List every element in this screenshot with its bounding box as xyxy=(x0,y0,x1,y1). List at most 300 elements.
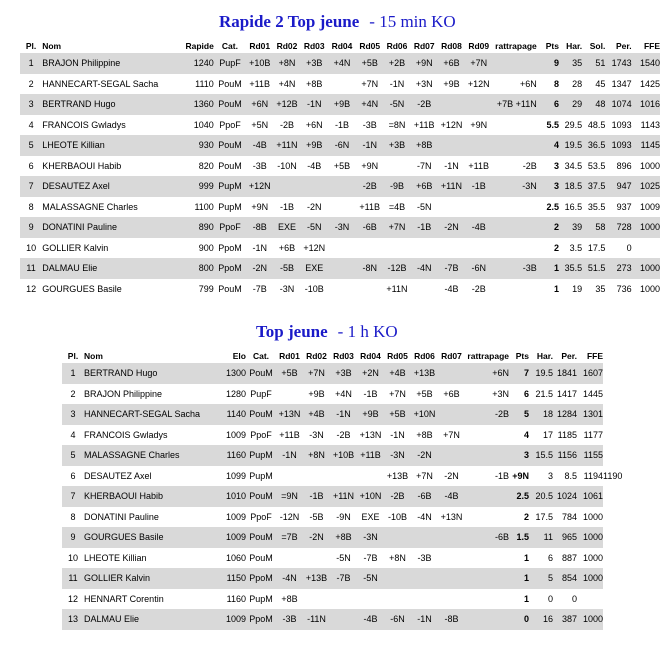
table1-cell-rd09 xyxy=(465,238,492,259)
table1-cell-rd09: +9N xyxy=(470,119,488,130)
table1-cell-rd08: -1N xyxy=(444,160,459,171)
table1-cell-rd01: +6N xyxy=(246,94,273,115)
table1-cell-rd01: -8B xyxy=(246,217,273,238)
table1-cell-harkness: 35 xyxy=(559,53,582,74)
table1-cell-solkoff: 51.5 xyxy=(582,258,605,279)
table2-cell-rattrapage xyxy=(465,568,509,589)
table2-cell-rd04 xyxy=(357,589,384,610)
table2-cell-ffe: 1301 xyxy=(577,404,603,425)
table-row xyxy=(20,197,660,218)
table1-cell-harkness: 3.5 xyxy=(569,242,583,253)
table2-cell-category: PouM xyxy=(246,486,276,507)
table1-header-category: Cat. xyxy=(221,40,238,51)
table1-header-rattrapage: rattrapage xyxy=(495,40,537,51)
table2-cell-rd01: -3B xyxy=(276,609,303,630)
table2-header-points: Pts xyxy=(515,350,529,361)
table1-header-rd04: Rd04 xyxy=(331,40,353,51)
table1-cell-rd07: +11B xyxy=(413,119,435,130)
table2-cell-rd03: -9N xyxy=(336,511,351,522)
table1-cell-rd08: +9B xyxy=(443,78,460,89)
table1-cell-ffe: 1145 xyxy=(632,135,660,156)
table1-cell-name: BRAJON Philippine xyxy=(42,53,177,74)
table1-cell-rd06: +3B xyxy=(383,135,410,156)
table2-cell-harkness: 20.5 xyxy=(529,486,553,507)
table1-cell-rd07 xyxy=(411,279,438,300)
table1-cell-rd07: +6B xyxy=(411,176,438,197)
table2-cell-place: 2 xyxy=(70,388,76,399)
table1-cell-rating: 1040 xyxy=(193,119,214,130)
table1-cell-rd04: +5B xyxy=(333,160,351,171)
table2-cell-name: DALMAU Elie xyxy=(84,609,220,630)
table2-cell-rd02 xyxy=(303,466,330,487)
table1-cell-performance: 1093 xyxy=(611,119,632,130)
table1-cell-points: 1 xyxy=(537,258,559,279)
table2-cell-elo: 1009 xyxy=(225,429,246,440)
table1-cell-rd05: -6B xyxy=(356,217,383,238)
table1-cell-ffe: 1000 xyxy=(632,217,660,238)
table-row xyxy=(62,609,614,630)
table2-cell-points: 7 xyxy=(509,363,529,384)
table1-cell-rd08: +6B xyxy=(438,53,465,74)
table1-cell-rd07: +8B xyxy=(411,135,438,156)
table2-cell-rd01: =7B xyxy=(276,527,303,548)
table2-cell-rd01 xyxy=(276,384,303,405)
table1-header-rd06: Rd06 xyxy=(386,40,408,51)
table1-cell-rd01: -3B xyxy=(252,160,267,171)
table2-cell-rd06: +13B xyxy=(411,363,438,384)
table2-cell-place: 11 xyxy=(62,568,84,589)
table1-cell-place: 11 xyxy=(20,258,42,279)
table1-header-rd07: Rd07 xyxy=(413,40,435,51)
table2-cell-rattrapage xyxy=(465,609,509,630)
table1-cell-solkoff: 53.5 xyxy=(587,160,606,171)
table1-cell-rd02: +6B xyxy=(278,242,296,253)
table1-cell-rd07 xyxy=(411,238,438,259)
table1-cell-points: 2.5 xyxy=(546,201,559,212)
table2-cell-name: LHEOTE Killian xyxy=(84,552,147,563)
table1-cell-performance: 736 xyxy=(616,283,632,294)
table2-cell-rd06: -4N xyxy=(417,511,432,522)
table2-cell-points: 1 xyxy=(523,552,529,563)
table2-cell-performance: 0 xyxy=(571,593,577,604)
table1-cell-rating: 999 xyxy=(177,176,213,197)
table2-cell-elo: 1140 xyxy=(220,404,246,425)
table1-cell-rd07: +3N xyxy=(415,78,433,89)
table2-cell-rd07: +6B xyxy=(443,388,460,399)
table2-cell-rd06 xyxy=(411,589,438,610)
table1-cell-rd01: -7B xyxy=(252,283,267,294)
table1-cell-rd01: +11B xyxy=(249,78,271,89)
table1-cell-place: 1 xyxy=(20,53,42,74)
table2-cell-rd05 xyxy=(384,589,411,610)
table2-cell-rd05: -3N xyxy=(384,445,411,466)
table1-cell-category: PouM xyxy=(214,94,246,115)
table1-cell-points: 3 xyxy=(537,176,559,197)
table2-cell-rattrapage xyxy=(465,445,509,466)
table2-cell-performance: 1185 xyxy=(557,429,577,440)
table1-cell-solkoff: 37.5 xyxy=(582,176,605,197)
table2-cell-rd01: -12N xyxy=(279,511,300,522)
table1-cell-rd06: +2B xyxy=(383,53,410,74)
table2-cell-elo: 1160 xyxy=(220,445,246,466)
table2-cell-rd02: +4B xyxy=(303,404,330,425)
table1-cell-performance: 728 xyxy=(605,217,631,238)
table1-cell-rd05: +4N xyxy=(356,94,383,115)
table2-cell-rd06: +7N xyxy=(416,470,433,481)
table1-cell-rd02: -2B xyxy=(279,119,294,130)
table2-cell-rd04: -5N xyxy=(357,568,384,589)
table-row xyxy=(20,115,660,136)
table-row xyxy=(20,135,660,156)
table2-cell-rd04 xyxy=(357,466,384,487)
table1-cell-place: 3 xyxy=(20,94,42,115)
table-row xyxy=(20,176,660,197)
table1-cell-category: PupM xyxy=(214,176,246,197)
table2-cell-rattrapage: -1B xyxy=(494,470,509,481)
table2-cell-category: PpoF xyxy=(250,429,272,440)
table1-header-points: Pts xyxy=(545,40,559,51)
table2-cell-category: PupM xyxy=(249,470,273,481)
table1-cell-rd06: -9B xyxy=(383,176,410,197)
table2-cell-rd07 xyxy=(438,363,465,384)
table1-cell-rd06 xyxy=(383,238,410,259)
table2-cell-rd02: -3N xyxy=(309,429,324,440)
table2-cell-rattrapage: +6N xyxy=(465,363,509,384)
table2-cell-rd07 xyxy=(438,445,465,466)
table2-header-elo: Elo xyxy=(232,350,246,361)
table2-cell-category: PouM xyxy=(249,552,273,563)
table1-cell-rattrapage: -3B xyxy=(492,258,536,279)
table2-cell-name: GOURGUES Basile xyxy=(84,527,220,548)
table1-cell-rd08: -7B xyxy=(438,258,465,279)
table2-cell-harkness: 11 xyxy=(529,527,553,548)
table2-cell-harkness: 5 xyxy=(529,568,553,589)
table-row xyxy=(62,466,614,487)
table1-cell-rattrapage xyxy=(492,135,536,156)
table1-cell-rd02: +12B xyxy=(273,94,300,115)
table1-cell-rd06: =4B xyxy=(388,201,406,212)
table2-cell-name: MALASSAGNE Charles xyxy=(84,445,220,466)
table1-cell-rd02: +4N xyxy=(278,78,296,89)
table1-cell-place: 2 xyxy=(28,78,34,89)
table1-cell-rd03: -2N xyxy=(306,201,322,212)
table1-cell-name: HANNECART-SEGAL Sacha xyxy=(42,78,159,89)
table2-header-rd01: Rd01 xyxy=(279,350,300,361)
table2-cell-elo: 1099 xyxy=(225,470,246,481)
table2-cell-rd07: -8B xyxy=(438,609,465,630)
table1-cell-performance: 1093 xyxy=(605,135,631,156)
table2-cell-name: GOLLIER Kalvin xyxy=(84,568,220,589)
table2-header-place: Pl. xyxy=(67,350,79,361)
table1-cell-name: DESAUTEZ Axel xyxy=(42,176,177,197)
table1-cell-rd05: -8N xyxy=(356,258,383,279)
table-row xyxy=(62,568,614,589)
table1-cell-rd06: -12B xyxy=(383,258,410,279)
table2-cell-ffe: 1000 xyxy=(577,527,603,548)
table2-results xyxy=(62,348,623,630)
table2-cell-rd03: +11N xyxy=(330,486,357,507)
table1-cell-points: 2 xyxy=(537,217,559,238)
table1-cell-ffe: 1009 xyxy=(639,201,660,212)
table2-cell-place: 7 xyxy=(62,486,84,507)
table2-cell-points: 4 xyxy=(523,429,529,440)
table1-header-name: Nom xyxy=(42,40,62,51)
table1-cell-rd05: +11B xyxy=(359,201,381,212)
table1-cell-name: GOURGUES Basile xyxy=(42,283,122,294)
table1-cell-rd08 xyxy=(438,135,465,156)
table1-cell-performance: 937 xyxy=(616,201,632,212)
table2-cell-rd02: -5B xyxy=(309,511,324,522)
table2-header-ffe: FFE xyxy=(586,350,603,361)
table2-cell-rd01: -1N xyxy=(276,445,303,466)
table1-cell-rd04 xyxy=(328,197,356,218)
table1-cell-rating: 900 xyxy=(198,242,214,253)
table1-cell-rd07: +9N xyxy=(411,53,438,74)
table2-cell-ffe: 1000 xyxy=(582,552,603,563)
table2-cell-elo: 1010 xyxy=(220,486,246,507)
table1-cell-rd02: +8N xyxy=(273,53,300,74)
table1-cell-rd03: -1N xyxy=(301,94,328,115)
table2-cell-name: HANNECART-SEGAL Sacha xyxy=(84,404,220,425)
table2-cell-rd06: +10N xyxy=(411,404,438,425)
table1-header-rating: Rapide xyxy=(185,40,214,51)
table1-header-rd09: Rd09 xyxy=(468,40,490,51)
table2-cell-rd06: -2N xyxy=(411,445,438,466)
table1-cell-solkoff: 48 xyxy=(582,94,605,115)
table1-cell-rattrapage xyxy=(492,115,536,136)
table2-cell-rd01: =9N xyxy=(276,486,303,507)
table2-cell-rd02: -1B xyxy=(303,486,330,507)
table1-cell-performance: 1347 xyxy=(611,78,632,89)
table1-cell-rd03: +12N xyxy=(303,242,326,253)
table1-cell-rd02: -5B xyxy=(273,258,300,279)
table2-cell-rd03: +8B xyxy=(330,527,357,548)
table1-cell-rd04: -6N xyxy=(328,135,356,156)
table1-cell-ffe xyxy=(632,238,660,259)
table1-cell-rd01: +5N xyxy=(251,119,269,130)
table2-cell-rd07 xyxy=(438,589,465,610)
table1-title-text: Rapide 2 Top jeune xyxy=(219,12,360,31)
table2-cell-rd05 xyxy=(384,527,411,548)
table1-header-rd08: Rd08 xyxy=(441,40,462,51)
table1-cell-rd08 xyxy=(438,197,465,218)
table2-cell-category: PpoM xyxy=(246,609,276,630)
table2-cell-ffe: 1000 xyxy=(577,609,603,630)
table2-cell-rd05: -10B xyxy=(387,511,407,522)
table2-cell-rd01: +11B xyxy=(279,429,300,440)
table2-cell-ffe: 1607 xyxy=(577,363,603,384)
table2-cell-rd05: +5B xyxy=(384,404,411,425)
table1-cell-rd06 xyxy=(383,156,410,177)
table1-cell-solkoff: 17.5 xyxy=(587,242,606,253)
table1-cell-rd08: +11N xyxy=(438,176,465,197)
table1-cell-rating: 1100 xyxy=(194,201,214,212)
table2-title-text: Top jeune xyxy=(256,322,328,341)
table1-cell-rd09 xyxy=(465,135,492,156)
table1-cell-category: PpoM xyxy=(218,242,242,253)
table2-cell-rattrapage xyxy=(465,589,509,610)
table1-cell-rd04 xyxy=(328,238,356,259)
table1-cell-rattrapage xyxy=(492,279,536,300)
table1-cell-points: 2 xyxy=(553,242,559,253)
table2-cell-performance: 854 xyxy=(553,568,577,589)
table2-cell-name: DESAUTEZ Axel xyxy=(84,470,152,481)
table2-cell-rd06 xyxy=(411,568,438,589)
table2-cell-points: 6 xyxy=(523,388,529,399)
table2-cell-points: 1 xyxy=(523,593,529,604)
table1-cell-rattrapage xyxy=(492,197,536,218)
table1-cell-place: 9 xyxy=(20,217,42,238)
table-row xyxy=(20,53,660,74)
table2-cell-rattrapage xyxy=(465,507,509,528)
table1-cell-points: 1 xyxy=(553,283,559,294)
table2-cell-name: HENNART Corentin xyxy=(84,593,164,604)
table1-cell-rd05: +9N xyxy=(361,160,379,171)
table2-cell-rd02: -2N xyxy=(303,527,330,548)
table2-cell-rd02 xyxy=(303,589,330,610)
table2-cell-ffe: 1177 xyxy=(583,429,603,440)
table2-cell-rd02: +9B xyxy=(308,388,325,399)
table1-cell-solkoff: 36.5 xyxy=(582,135,605,156)
table2-cell-rd07 xyxy=(438,404,465,425)
table1-cell-name: KHERBAOUI Habib xyxy=(42,160,122,171)
table2-cell-points: 1.5 xyxy=(509,527,529,548)
table2-cell-harkness: 19.5 xyxy=(529,363,553,384)
table2-cell-elo: 1160 xyxy=(226,593,246,604)
table2-cell-place: 10 xyxy=(67,552,78,563)
table2-cell-performance: 8.5 xyxy=(564,470,577,481)
table1-cell-rd03: EXE xyxy=(301,258,328,279)
table2-cell-harkness: 0 xyxy=(547,593,553,604)
table-row xyxy=(62,425,614,446)
table1-cell-rd09: -6N xyxy=(465,258,492,279)
table2-cell-name: BERTRAND Hugo xyxy=(84,363,220,384)
table1-cell-points: 9 xyxy=(537,53,559,74)
table1-cell-category: PpoM xyxy=(214,258,246,279)
table2-cell-ffe: 1000 xyxy=(582,511,603,522)
table1-cell-place: 5 xyxy=(20,135,42,156)
table1-cell-rd02: -3N xyxy=(279,283,295,294)
table2-cell-name: KHERBAOUI Habib xyxy=(84,486,220,507)
table2-cell-rd03 xyxy=(330,466,357,487)
table2-cell-rd05: +13B xyxy=(386,470,409,481)
table2-header-category: Cat. xyxy=(252,350,270,361)
table1-cell-rating: 1240 xyxy=(177,53,213,74)
table1-cell-solkoff: 51 xyxy=(582,53,605,74)
table2-cell-rd03: -7B xyxy=(330,568,357,589)
table1-cell-ffe: 1025 xyxy=(632,176,660,197)
table2-cell-place: 12 xyxy=(67,593,78,604)
table1-cell-solkoff: 45 xyxy=(595,78,606,89)
table1-cell-place: 6 xyxy=(28,160,34,171)
table1-cell-rd04: +4N xyxy=(328,53,356,74)
table1-cell-rd08: +12N xyxy=(440,119,463,130)
table-row xyxy=(20,94,660,115)
table1-cell-rattrapage xyxy=(492,238,536,259)
table1-cell-rd09 xyxy=(465,197,492,218)
table2-header-name: Nom xyxy=(84,350,103,361)
table2-cell-points: 2 xyxy=(523,511,529,522)
table2-cell-performance: 1417 xyxy=(556,388,577,399)
table1-header-rd03: Rd03 xyxy=(303,40,325,51)
table1-cell-place: 8 xyxy=(28,201,34,212)
table1-cell-rd03: -4B xyxy=(307,160,322,171)
table1-cell-ffe: 1000 xyxy=(639,160,660,171)
table1-cell-points: 4 xyxy=(537,135,559,156)
table2-header-rattrapage: rattrapage xyxy=(467,350,509,361)
table2-subtitle: - 1 h KO xyxy=(337,322,398,341)
table1-heading xyxy=(219,12,456,32)
table2-cell-name: BRAJON Philippine xyxy=(84,388,163,399)
table1-header-performance: Per. xyxy=(615,40,632,51)
table1-cell-place: 12 xyxy=(26,283,37,294)
table2-cell-category: PouM xyxy=(246,527,276,548)
table1-cell-rd08 xyxy=(438,94,465,115)
table2-cell-elo: 1150 xyxy=(220,568,246,589)
table2-cell-place: 8 xyxy=(70,511,76,522)
table1-cell-rd01: +10B xyxy=(246,53,273,74)
table1-cell-harkness: 34.5 xyxy=(564,160,583,171)
table2-cell-rd05: +8N xyxy=(389,552,406,563)
table1-cell-category: PupF xyxy=(214,53,246,74)
table2-cell-category: PouM xyxy=(246,404,276,425)
table2-cell-rd06: +5B xyxy=(416,388,433,399)
table2-cell-rd07 xyxy=(438,527,465,548)
table2-cell-ffe: 1445 xyxy=(582,388,603,399)
table2-cell-elo: 1009 xyxy=(225,511,246,522)
table2-cell-rd02: +8N xyxy=(303,445,330,466)
table2-cell-rd07: +7N xyxy=(443,429,460,440)
table-row xyxy=(62,548,614,569)
table1-header-solkoff: Sol. xyxy=(589,40,606,51)
table-row xyxy=(20,258,660,279)
table1-cell-rattrapage: +6N xyxy=(519,78,537,89)
table2-cell-rd05: -1N xyxy=(390,429,405,440)
table2-cell-elo: 1009 xyxy=(220,527,246,548)
table1-header-ffe: FFE xyxy=(643,40,660,51)
table2-cell-place: 13 xyxy=(62,609,84,630)
table2-cell-harkness: 18 xyxy=(529,404,553,425)
table1-cell-rd04 xyxy=(328,176,356,197)
table2-cell-rd06 xyxy=(411,527,438,548)
table2-cell-category: PpoM xyxy=(246,568,276,589)
table2-cell-harkness: 15.5 xyxy=(529,445,553,466)
table1-cell-solkoff: 35.5 xyxy=(587,201,606,212)
table1-header-row xyxy=(20,38,660,53)
table2-cell-rd06: -1N xyxy=(411,609,438,630)
table1-cell-rating: 820 xyxy=(198,160,214,171)
table1-cell-points: 3 xyxy=(553,160,559,171)
table2-cell-harkness: 6 xyxy=(547,552,553,563)
table2-cell-elo: 1300 xyxy=(220,363,246,384)
table1-cell-name: GOLLIER Kalvin xyxy=(42,242,109,253)
table1-cell-rd01: +9N xyxy=(251,201,269,212)
table2-cell-ffe: 1061 xyxy=(577,486,603,507)
table1-cell-performance: 896 xyxy=(616,160,632,171)
table1-cell-rattrapage: -3N xyxy=(492,176,536,197)
table2-header-rd03: Rd03 xyxy=(333,350,354,361)
table2-cell-place: 3 xyxy=(62,404,84,425)
table1-cell-place: 10 xyxy=(26,242,37,253)
table2-cell-performance: 784 xyxy=(561,511,577,522)
table1-cell-points: 5.5 xyxy=(546,119,559,130)
table1-cell-rattrapage: -2B xyxy=(522,160,537,171)
table1-cell-rd05 xyxy=(356,238,383,259)
table-row xyxy=(62,589,614,610)
table2-header-rd04: Rd04 xyxy=(360,350,381,361)
table1-cell-rd07: -5N xyxy=(416,201,432,212)
table-row xyxy=(62,445,614,466)
